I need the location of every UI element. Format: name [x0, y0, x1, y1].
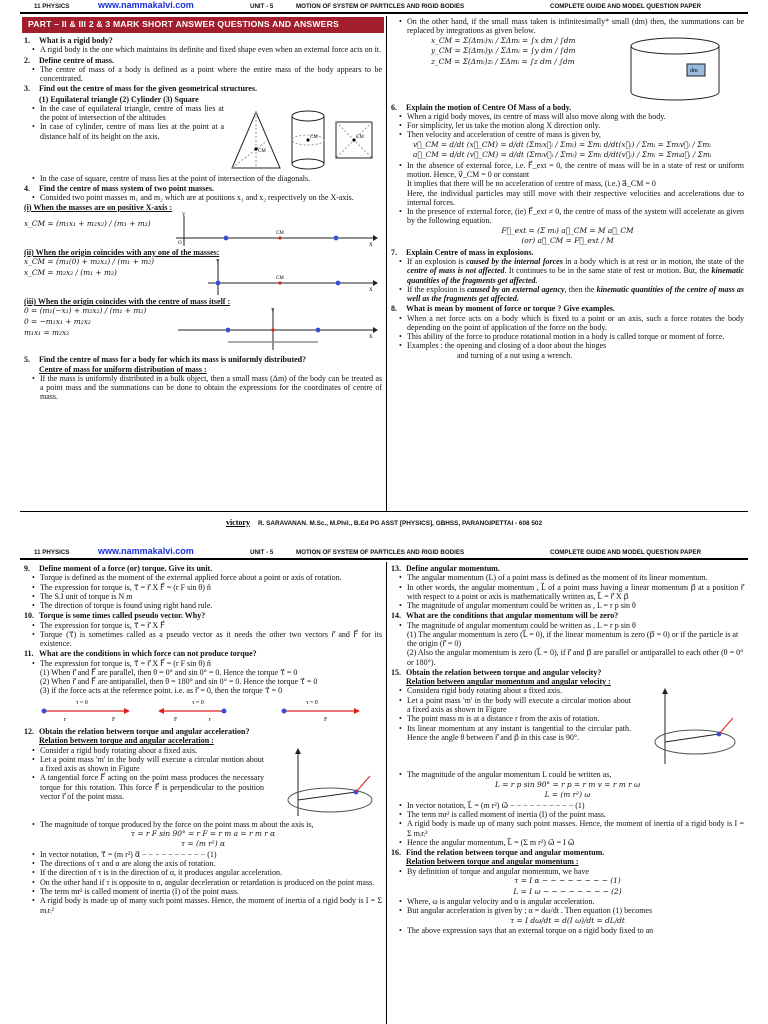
question-1: 1. What is a rigid body?: [24, 35, 113, 45]
answer-text: • Its linear momentum at any instant is tangential to the circular path. Hence the angle θ between r⃗ and p⃗ in this case is 90°.: [407, 724, 631, 743]
cylinder-figure: [625, 36, 725, 102]
svg-text:r: r: [64, 716, 66, 723]
question-14: 14. What are the conditions that angular momentum will be zero?: [391, 611, 619, 621]
right-column: [387, 562, 748, 1024]
answer-text: • The magnitude of torque produced by the force on the point mass m about the axis is,: [40, 820, 382, 829]
question-16-sub: Relation between torque and angular momentum :: [406, 857, 579, 867]
answer-text: • The magnitude of the angular momentum L could be written as,: [407, 770, 744, 779]
question-7: 7. Explain Centre of mass in explosions.: [391, 247, 534, 257]
condition-item: (1) The angular momentum is zero (L⃗ = 0), if the linear momentum is zero (p⃗ = 0) or if the particle is at the origin (r⃗ = 0): [407, 629, 739, 649]
header-std: 11 PHYSICS: [34, 549, 70, 556]
svg-text:F: F: [174, 716, 178, 723]
svg-text:O: O: [178, 240, 182, 246]
svg-text:CM: CM: [310, 134, 318, 140]
answer-text: • In the case of equilateral triangle, centre of mass lies at the point of intersection of the altitudes: [40, 104, 224, 123]
answer-text: • Examples : the opening and closing of a door about the hinges and turning of a nut using a wrench.: [407, 341, 744, 360]
left-column: [20, 562, 387, 1024]
question-10: 10. Torque is some times called pseudo vector. Why?: [24, 611, 206, 621]
case-3-heading: (iii) When the origin coincides with the centre of mass itself :: [24, 297, 231, 307]
answer-text: • The directions of τ and α are along the axis of rotation.: [40, 859, 382, 868]
equation: x_CM = (m₁x₁ + m₂x₂) / (m₁ + m₂): [24, 218, 151, 228]
condition-item: (1) When r⃗ and F⃗ are parallel, then θ = 0° and sin 0° = 0. Hence the torque τ⃗ = 0: [40, 667, 298, 677]
torque-zero-figure: [24, 696, 374, 724]
question-9: 9. Define moment of a force (or) torque. Give its unit.: [24, 564, 213, 573]
question-5-sub: Centre of mass for uniform distribution of mass :: [39, 364, 207, 374]
question-16: 16. Find the relation between torque and angular momentum.: [391, 848, 605, 858]
axis-figure-1: [168, 212, 378, 248]
question-15-sub: Relation between angular momentum and angular velocity :: [406, 677, 611, 687]
axis-figure-2: [168, 257, 378, 297]
page-two: [20, 546, 748, 1024]
page-header: [20, 546, 748, 558]
answer-text: • Let a point mass 'm' in the body will execute a circular motion about a fixed axis as shown in Figure: [40, 755, 264, 774]
header-rule: [20, 558, 748, 560]
equation: L = r p sin 90° = r p = r m v = r m r ω: [495, 779, 640, 789]
equation: (or) a⃗_CM = F⃗_ext / M: [521, 236, 614, 246]
answer-text: • In vector notation, τ⃗ = (m r²) α⃗ − − − − − − − − − − (1): [40, 850, 382, 859]
header-guide: COMPLETE GUIDE AND MODEL QUESTION PAPER: [550, 3, 702, 10]
svg-text:X: X: [369, 242, 373, 248]
answer-text: • In vector notation, L⃗ = (m r²) ω⃗ − − − − − − − − − − (1): [407, 801, 744, 810]
answer-text: • A tangential force F⃗ acting on the point mass produces the necessary torque for this rotation. This force F⃗ is perpendicular to the position vector r⃗ of the point mass.: [40, 773, 264, 801]
answer-text: • If the mass is uniformly distributed in a bulk object, then a small mass (Δm) of the body can be treated as a point mass and the summations can be done to obtain the expressions for the coordinates of centre of mass.: [40, 374, 382, 402]
header-topic: MOTION OF SYSTEM OF PARTICLES AND RIGID BODIES: [296, 549, 465, 556]
axis-figure-3: [168, 306, 378, 354]
right-column: [387, 16, 748, 511]
answer-text: • The above expression says that an external torque on a rigid body fixed to an: [407, 926, 744, 935]
equation: τ = r F sin 90° = r F = r m a = r m r α: [130, 828, 276, 838]
equation: F⃗_ext = (Σ mᵢ) a⃗_CM = M a⃗_CM: [501, 225, 634, 235]
question-12-sub: Relation between torque and angular acceleration :: [39, 736, 214, 746]
equation: x_CM = (m₁(0) + m₂x₂) / (m₁ + m₂): [24, 257, 154, 267]
svg-text:Y: Y: [182, 212, 186, 218]
answer-text: • In the absence of external force, i.e. F⃗_ext = 0, the centre of mass will be in a state of rest or uniform motion. Hence, v⃗_CM = 0 or constant It implies that there will be no acceleration of centre of mass, (i.e.) a⃗_CM = 0 Here, the individual particles may still move with their respective velocities and accelerations due to internal forces.: [407, 161, 744, 207]
svg-text:X: X: [369, 335, 373, 341]
question-5: 5. Find the centre of mass for a body for which its mass is uniformly distributed?: [24, 355, 307, 365]
svg-text:CM: CM: [258, 148, 266, 154]
svg-text:X: X: [369, 288, 373, 294]
svg-text:CM: CM: [276, 230, 284, 236]
answer-text: • The angular momentum (L) of a point mass is defined as the moment of its linear momentum.: [407, 573, 744, 582]
case-1-heading: (i) When the masses are on positive X-axis :: [24, 202, 173, 212]
svg-text:CM: CM: [276, 276, 284, 282]
answer-text: • When a rigid body moves, its centre of mass will also move along with the body.: [407, 112, 744, 121]
equation: z_CM = Σ(Δmᵢ)zᵢ / ΣΔmᵢ = ∫z dm / ∫dm: [431, 56, 575, 66]
header-unit: UNIT - 5: [250, 549, 274, 556]
condition-item: (2) When r⃗ and F⃗ are antiparallel, then θ = 180° and sin 0° = 0. Hence the torque τ⃗ = 0: [40, 677, 318, 687]
answer-text: • In case of cylinder, centre of mass lies at the point at a distance half of its height on the axis.: [40, 122, 224, 141]
question-12: 12. Obtain the relation between torque and angular acceleration?: [24, 726, 250, 736]
equation: τ = I dω/dt = d(I ω)/dt = dL/dt: [510, 915, 625, 925]
answer-text: • On the other hand, if the small mass taken is infinitesimally* small (dm) then, the summations can be replaced by integrations as given below.: [407, 17, 744, 36]
page-one: [20, 0, 748, 527]
equation: v⃗_CM = d/dt (x⃗_CM) = d/dt (Σmᵢx⃗ᵢ / Σmᵢ) = Σmᵢ d/dt(x⃗ᵢ) / Σmᵢ = Σmᵢv⃗ᵢ / Σmᵢ: [413, 139, 711, 149]
answer-text: • The term mr² is called moment of inertia (I) of the point mass.: [40, 887, 382, 896]
svg-text:Y: Y: [216, 260, 220, 266]
header-rule: [20, 12, 748, 14]
answer-text: • Then velocity and acceleration of centre of mass is given by,: [407, 130, 744, 139]
answer-text: • On the other hand if τ is opposite to α, angular deceleration or retardation is produced on the point mass.: [40, 878, 382, 887]
header-unit: UNIT - 5: [250, 3, 274, 10]
shapes-figure: [228, 104, 378, 174]
equation: x_CM = Σ(Δmᵢ)xᵢ / ΣΔmᵢ = ∫x dm / ∫dm: [431, 35, 576, 45]
left-column: [20, 16, 387, 511]
condition-item: (2) Also the angular momentum is zero (L⃗ = 0), if r⃗ and p⃗ are parallel or antiparallel to each other (θ = 0° or 180°).: [407, 648, 744, 667]
question-3: 3. Find out the centre of mass for the given geometrical structures.: [24, 84, 257, 94]
answer-text: • The magnitude of angular momentum could be written as , L = r p sin θ: [407, 601, 744, 610]
svg-text:CM: CM: [356, 134, 364, 140]
answer-text: • Let a point mass 'm' in the body will execute a circular motion about a fixed axis as shown in Figure: [407, 696, 631, 715]
answer-text: • The point mass m is at a distance r from the axis of rotation.: [407, 714, 631, 723]
svg-text:τ = 0: τ = 0: [306, 699, 318, 706]
answer-text: • If an explosion is caused by the internal forces in a body which is at rest or in motion, the state of the centre of mass is not affected. It continues to be in the same state of rest or motion. But, the kinematic quantities of the fragments get affected.: [407, 257, 744, 285]
page-footer: victory R. SARAVANAN. M.Sc., M.Phil., B.Ed PG ASST [PHYSICS], GBHSS, PARANGIPETTAI - 608 502: [225, 517, 543, 527]
answer-text: • If the explosion is caused by an external agency, then the kinematic quantities of the centre of mass as well as the fragments get affected.: [407, 285, 744, 304]
case-2-heading: (ii) When the origin coincides with any one of the masses:: [24, 247, 220, 257]
question-2: 2. Define centre of mass.: [24, 55, 114, 65]
answer-text: • The term mr² is called moment of inertia (I) of the point mass.: [407, 810, 744, 819]
answer-text: • In other words, the angular momentum , L⃗ of a point mass having a linear momentum p⃗ at a position r⃗ with respect to a point or axis is mathematically written as, L⃗ = r⃗ X p⃗: [407, 583, 744, 602]
answer-text: • The S.I unit of torque is N m: [40, 592, 382, 601]
svg-text:F: F: [324, 716, 328, 723]
equation: τ = (m r²) α: [181, 839, 225, 849]
answer-text: • A rigid body is made up of many such point masses. Hence, the moment of inertia of a rigid body is I = Σ mᵢrᵢ²: [40, 896, 382, 915]
answer-text: • When a net force acts on a body which is fixed to a point or an axis, such a force rotates the body depending on the point of application of the force on the body.: [407, 314, 744, 333]
header-guide: COMPLETE GUIDE AND MODEL QUESTION PAPER: [550, 549, 702, 556]
svg-text:F: F: [112, 716, 116, 723]
condition-item: (3) if the force acts at the reference point. i.e. as r⃗ = 0, then the torque τ⃗ = 0: [40, 686, 283, 696]
answer-text: • By definition of torque and angular momentum, we have: [407, 867, 744, 876]
header-topic: MOTION OF SYSTEM OF PARTICLES AND RIGID BODIES: [296, 3, 465, 10]
section-band: PART – II & III 2 & 3 MARK SHORT ANSWER QUESTIONS AND ANSWERS: [22, 17, 384, 33]
question-4: 4. Find the centre of mass system of two point masses.: [24, 184, 214, 194]
svg-text:Y: Y: [271, 309, 275, 315]
answer-text: • The expression for torque is, τ⃗ = r⃗ X F⃗: [40, 621, 382, 630]
angular-momentum-figure: [635, 686, 740, 770]
answer-text: • Torque (τ⃗) is sometimes called as a pseudo vector as it needs the other two vectors r⃗ and F⃗ for its existence.: [40, 630, 382, 649]
question-8: 8. What is mean by moment of force or torque ? Give examples.: [391, 304, 615, 314]
equation: x_CM = m₂x₂ / (m₁ + m₂): [24, 267, 117, 277]
answer-text: • But angular acceleration is given by ; α = dω/dt . Then equation (1) becomes: [407, 906, 744, 915]
answer-text: • Consided two point masses m₁ and m₂ which are at positions x₁ and x₂ respectively on the X-axis.: [40, 193, 382, 202]
answer-text: • Where, ω is angular velocity and α is angular acceleration.: [407, 897, 744, 906]
svg-text:τ = 0: τ = 0: [192, 699, 204, 706]
page-header: [20, 0, 748, 12]
svg-text:dm: dm: [690, 67, 698, 74]
question-3-sub: (1) Equilateral triangle (2) Cylinder (3) Square: [39, 94, 199, 104]
svg-text:r: r: [209, 716, 211, 723]
question-15: 15. Obtain the relation between torque and angular velocity?: [391, 667, 602, 677]
answer-text: • Considera rigid body rotating about a fixed axis.: [407, 686, 631, 695]
header-site-link[interactable]: www.nammakalvi.com: [98, 546, 194, 556]
answer-text: • For simplicity, let us take the motion along X direction only.: [407, 121, 744, 130]
answer-text: • The direction of torque is found using right hand rule.: [40, 601, 382, 610]
question-11: 11. What are the conditions in which force can not produce torque?: [24, 649, 257, 659]
equation: m₁x₁ = m₂x₂: [24, 327, 70, 337]
answer-text: • A rigid body is made up of many such point masses. Hence, the moment of inertia of a rigid body is I = Σ mᵢrᵢ²: [407, 819, 744, 838]
answer-text: • A rigid body is the one which maintains its definite and fixed shape even when an external force acts on it.: [40, 45, 382, 54]
answer-text: • Torque is defined as the moment of the external applied force about a point or axis of rotation.: [40, 573, 382, 582]
question-13: 13. Define angular momentum.: [391, 564, 500, 573]
equation: L = I ω − − − − − − − − (2): [513, 886, 622, 896]
answer-text: • In the presence of external force, (ie) F⃗_ext ≠ 0, the centre of mass of the system will accelerate as given by the following equation.: [407, 207, 744, 226]
equation: L = (m r²) ω: [544, 790, 591, 800]
rotation-figure: [268, 746, 378, 820]
header-site-link[interactable]: www.nammakalvi.com: [98, 0, 194, 10]
svg-text:τ = 0: τ = 0: [76, 699, 88, 706]
equation: 0 = −m₁x₁ + m₂x₂: [24, 317, 91, 326]
answer-text: • The magnitude of angular momentum could be written as , L = r p sin θ: [407, 621, 744, 630]
brand-logo: victory: [225, 517, 250, 527]
equation: a⃗_CM = d/dt (v⃗_CM) = d/dt (Σmᵢv⃗ᵢ / Σmᵢ) = Σmᵢ d/dt(v⃗ᵢ) / Σmᵢ = Σmᵢa⃗ᵢ / Σmᵢ: [413, 150, 712, 160]
equation: y_CM = Σ(Δmᵢ)yᵢ / ΣΔmᵢ = ∫y dm / ∫dm: [431, 46, 576, 56]
header-std: 11 PHYSICS: [34, 3, 70, 10]
answer-text: • The centre of mass of a body is defined as a point where the entire mass of the body appears to be concentrated.: [40, 65, 382, 84]
equation: τ = I α − − − − − − − − (1): [514, 876, 621, 885]
answer-text: • In the case of square, centre of mass lies at the point of intersection of the diagonals.: [40, 174, 382, 183]
answer-text: • This ability of the force to produce rotational motion in a body is called torque or moment of force.: [407, 332, 744, 341]
equation: 0 = (m₁(−x₁) + m₂x₂) / (m₁ + m₂): [24, 306, 147, 316]
answer-text: • Consider a rigid body rotating about a fixed axis.: [40, 746, 264, 755]
answer-text: • The expression for torque is, τ⃗ = r⃗ X F⃗ = (r F sin θ) n̂: [40, 659, 382, 668]
question-6: 6. Explain the motion of Centre Of Mass of a body.: [391, 102, 572, 112]
answer-text: • Hence the angular momentum, L⃗ = (Σ m r²) ω⃗ = I ω⃗: [407, 838, 744, 847]
answer-text: • The expression for torque is, τ⃗ = r⃗ X F⃗ = (r F sin θ) n̂: [40, 583, 382, 592]
answer-text: • If the direction of τ is in the direction of α, it produces angular acceleration.: [40, 868, 382, 877]
